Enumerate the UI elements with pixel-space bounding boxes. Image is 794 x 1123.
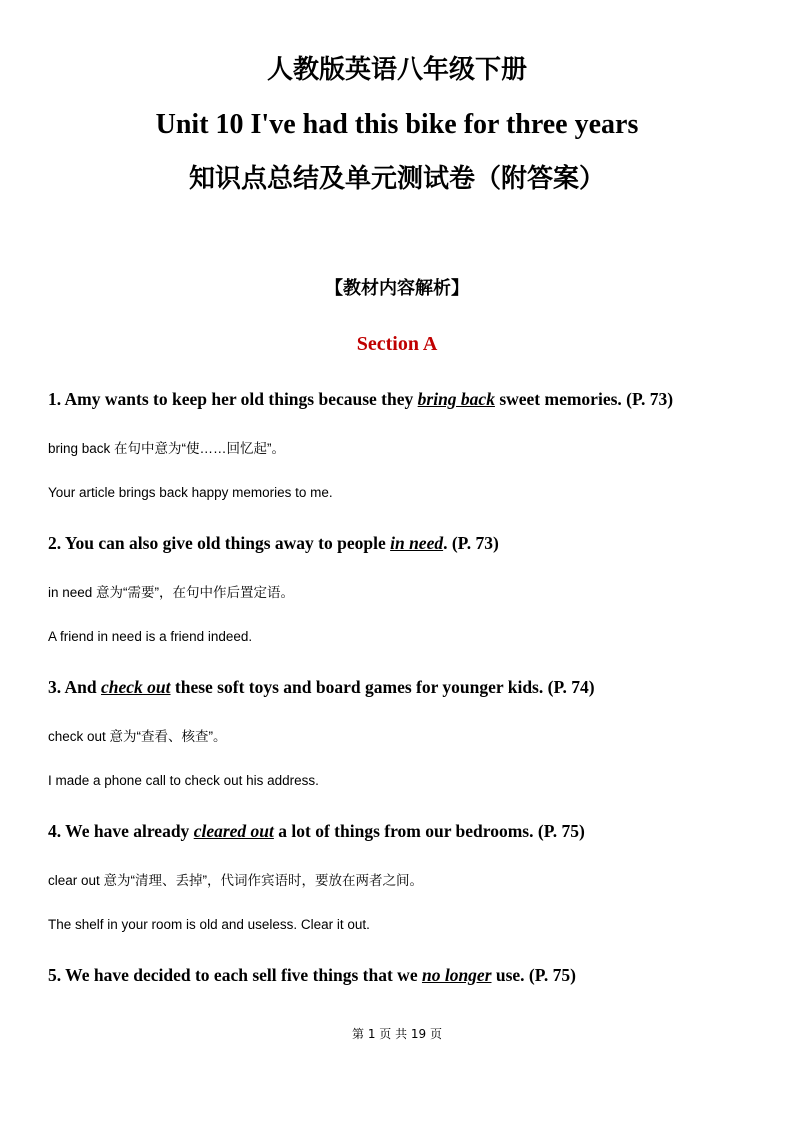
item-3-keyword: check out — [101, 677, 171, 697]
item-1-pre: 1. Amy wants to keep her old things because they — [48, 389, 418, 409]
item-4-sentence — [48, 820, 768, 842]
item-5-keyword: no longer — [421, 965, 492, 985]
item-2-explanation: in need 意为“需要”，在句中作后置定语。 — [48, 585, 295, 600]
item-4-explanation: clear out 意为“清理、丢掉”，代词作宾语时，要放在两者之间。 — [48, 873, 424, 888]
item-1-sentence — [48, 388, 768, 410]
item-2-example: A friend in need is a friend indeed. — [48, 629, 253, 644]
item-5-pre: 5. We have decided to each sell five things that we — [48, 965, 422, 985]
item-1-keyword: bring back — [417, 389, 495, 409]
item-3-example: I made a phone call to check out his address. — [48, 773, 319, 788]
page-footer: 第 1 页 共 19 页 — [352, 1027, 442, 1041]
item-1-example: Your article brings back happy memories to me. — [48, 485, 333, 500]
item-4-post: a lot of things from our bedrooms. (P. 75) — [273, 821, 585, 841]
item-3-pre: 3. And — [48, 677, 102, 697]
item-3-sentence — [48, 676, 768, 698]
item-3-post: these soft toys and board games for younger kids. (P. 74) — [170, 677, 595, 697]
title-line-1: 人教版英语八年级下册 — [266, 55, 527, 85]
item-5-sentence — [48, 964, 768, 986]
item-1-post: sweet memories. (P. 73) — [494, 389, 674, 409]
item-4-example: The shelf in your room is old and useless. Clear it out. — [48, 917, 370, 932]
item-1-explanation: bring back 在句中意为“使……回忆起”。 — [48, 441, 286, 456]
item-4-pre: 4. We have already — [48, 821, 194, 841]
section-name: Section A — [356, 333, 438, 355]
item-2-post: . (P. 73) — [443, 533, 499, 553]
title-line-3: 知识点总结及单元测试卷（附答案） — [188, 164, 605, 194]
item-5-post: use. (P. 75) — [491, 965, 576, 985]
item-2-pre: 2. You can also give old things away to people — [48, 533, 391, 553]
item-2-keyword: in need — [390, 533, 444, 553]
item-4-keyword: cleared out — [193, 821, 274, 841]
item-2-sentence — [48, 532, 768, 554]
item-3-explanation: check out 意为“查看、核查”。 — [48, 729, 227, 744]
section-heading: 【教材内容解析】 — [325, 278, 469, 299]
title-line-2: Unit 10 I've had this bike for three years — [155, 109, 639, 140]
